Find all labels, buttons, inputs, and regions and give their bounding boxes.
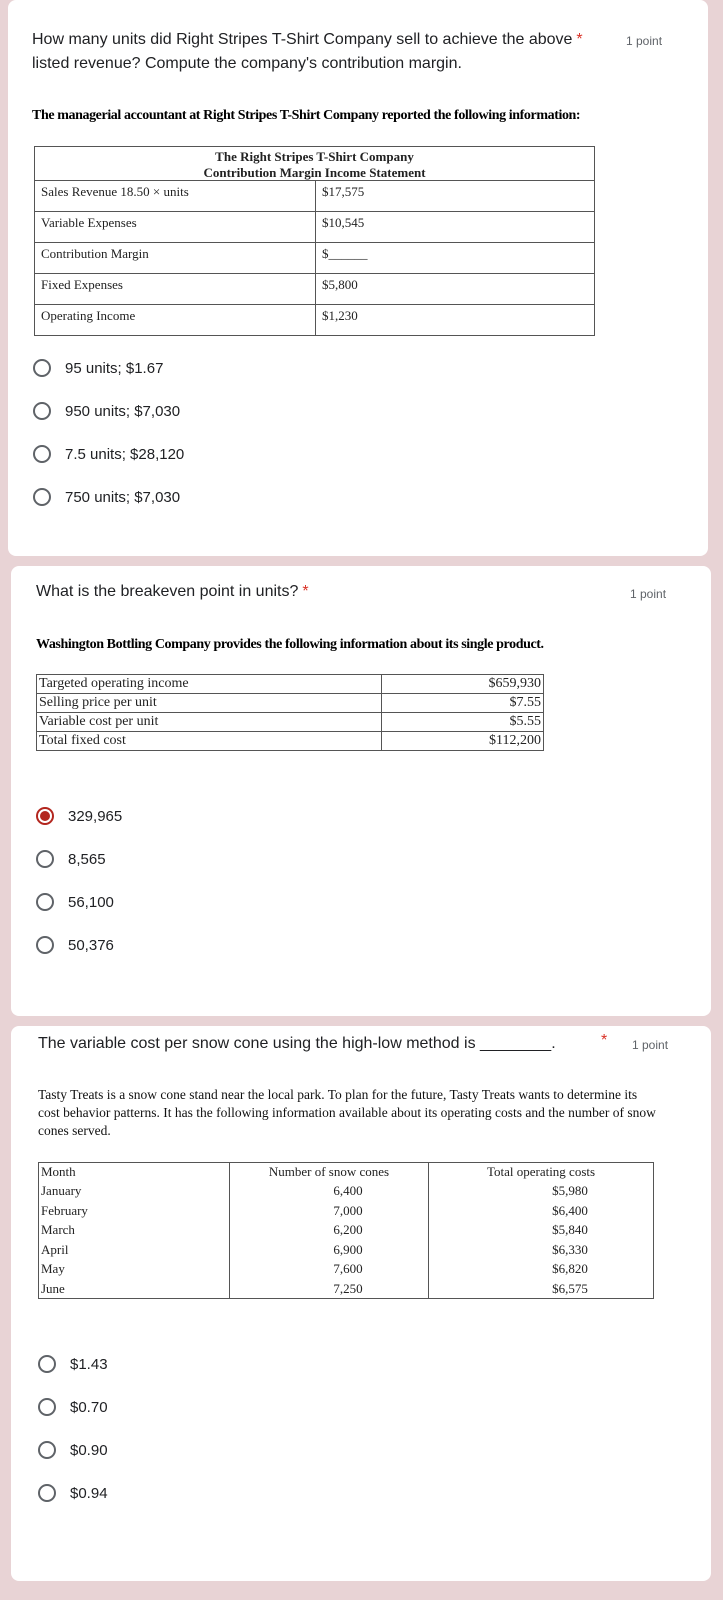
cost-cell: $5,980 bbox=[429, 1182, 654, 1202]
question-card-3 bbox=[11, 1026, 711, 1581]
table-row bbox=[39, 1182, 654, 1202]
option-label: 7.5 units; $28,120 bbox=[65, 445, 185, 463]
cost-cell: $6,575 bbox=[429, 1279, 654, 1299]
table-row bbox=[39, 1221, 654, 1241]
statement-title: Contribution Margin Income Statement bbox=[203, 165, 426, 180]
row-value: $______ bbox=[316, 243, 595, 274]
radio-checked-icon[interactable] bbox=[36, 807, 54, 825]
q1-option-4[interactable] bbox=[33, 485, 180, 509]
table-row bbox=[37, 694, 544, 713]
option-label: $0.90 bbox=[70, 1441, 108, 1459]
table-row bbox=[35, 305, 595, 336]
statement-company-name: The Right Stripes T-Shirt Company bbox=[215, 149, 414, 164]
radio-unchecked-icon[interactable] bbox=[33, 445, 51, 463]
radio-unchecked-icon[interactable] bbox=[33, 359, 51, 377]
radio-unchecked-icon[interactable] bbox=[38, 1398, 56, 1416]
question-title bbox=[36, 580, 309, 604]
question-paragraph: Tasty Treats is a snow cone stand near the local park. To plan for the future, Tasty Treats wants to determine its cost behavior patterns. It has the following information available about its operating costs and the number of snow cones served. bbox=[38, 1087, 656, 1138]
row-value: $659,930 bbox=[382, 675, 544, 694]
q2-option-1[interactable] bbox=[36, 804, 122, 828]
row-value: $1,230 bbox=[316, 305, 595, 336]
q3-option-3[interactable] bbox=[38, 1438, 108, 1462]
row-value: $5,800 bbox=[316, 274, 595, 305]
option-label: 329,965 bbox=[68, 807, 123, 825]
table-row bbox=[35, 212, 595, 243]
points-label: 1 point bbox=[626, 34, 663, 48]
cones-cell: 6,900 bbox=[230, 1240, 429, 1260]
question-title-line: How many units did Right Stripes T-Shirt Company sell to achieve the above bbox=[32, 31, 573, 48]
month-cell: June bbox=[39, 1279, 230, 1299]
q1-option-3[interactable] bbox=[33, 442, 184, 466]
product-info-table bbox=[36, 674, 544, 751]
row-label: Total fixed cost bbox=[37, 732, 382, 751]
cones-cell: 7,000 bbox=[230, 1201, 429, 1221]
row-label: Selling price per unit bbox=[37, 694, 382, 713]
month-cell: May bbox=[39, 1260, 230, 1280]
month-cell: March bbox=[39, 1221, 230, 1241]
table-row bbox=[37, 675, 544, 694]
question-card-2 bbox=[11, 566, 711, 1016]
table-row bbox=[35, 181, 595, 212]
row-label: Contribution Margin bbox=[35, 243, 316, 274]
row-label: Fixed Expenses bbox=[35, 274, 316, 305]
option-label: $0.94 bbox=[70, 1484, 108, 1502]
required-asterisk: * bbox=[576, 31, 583, 48]
cones-cell: 7,250 bbox=[230, 1279, 429, 1299]
cost-cell: $5,840 bbox=[429, 1221, 654, 1241]
option-label: 750 units; $7,030 bbox=[65, 488, 181, 506]
column-header: Month bbox=[39, 1163, 230, 1182]
row-value: $10,545 bbox=[316, 212, 595, 243]
table-row bbox=[37, 732, 544, 751]
required-asterisk: * bbox=[601, 1032, 608, 1049]
radio-unchecked-icon[interactable] bbox=[33, 402, 51, 420]
q3-option-2[interactable] bbox=[38, 1395, 108, 1419]
points-label: 1 point bbox=[632, 1038, 669, 1052]
points-label: 1 point bbox=[630, 587, 667, 601]
row-label: Targeted operating income bbox=[37, 675, 382, 694]
cost-cell: $6,330 bbox=[429, 1240, 654, 1260]
option-label: $0.70 bbox=[70, 1398, 108, 1416]
radio-unchecked-icon[interactable] bbox=[38, 1355, 56, 1373]
radio-unchecked-icon[interactable] bbox=[36, 936, 54, 954]
statement-table bbox=[34, 180, 595, 336]
cost-cell: $6,400 bbox=[429, 1201, 654, 1221]
column-header: Number of snow cones bbox=[230, 1163, 429, 1182]
option-label: 8,565 bbox=[68, 850, 106, 868]
question-title-line: listed revenue? Compute the company's contribution margin. bbox=[32, 55, 462, 72]
cost-cell: $6,820 bbox=[429, 1260, 654, 1280]
q3-option-4[interactable] bbox=[38, 1481, 108, 1505]
option-label: 50,376 bbox=[68, 936, 114, 954]
question-subheading: The managerial accountant at Right Stripes T-Shirt Company reported the following information: bbox=[32, 108, 581, 123]
month-cell: April bbox=[39, 1240, 230, 1260]
option-label: 95 units; $1.67 bbox=[65, 359, 164, 377]
cones-cell: 7,600 bbox=[230, 1260, 429, 1280]
table-row bbox=[39, 1201, 654, 1221]
q2-option-3[interactable] bbox=[36, 890, 114, 914]
table-row bbox=[39, 1260, 654, 1280]
question-title bbox=[38, 1032, 556, 1056]
question-title bbox=[32, 28, 632, 76]
table-row bbox=[37, 713, 544, 732]
radio-unchecked-icon[interactable] bbox=[36, 893, 54, 911]
cones-cell: 6,400 bbox=[230, 1182, 429, 1202]
radio-unchecked-icon[interactable] bbox=[33, 488, 51, 506]
radio-unchecked-icon[interactable] bbox=[36, 850, 54, 868]
table-row bbox=[35, 274, 595, 305]
radio-unchecked-icon[interactable] bbox=[38, 1441, 56, 1459]
q2-option-2[interactable] bbox=[36, 847, 106, 871]
row-label: Variable Expenses bbox=[35, 212, 316, 243]
radio-dot-icon bbox=[40, 811, 50, 821]
row-label: Variable cost per unit bbox=[37, 713, 382, 732]
option-label: 56,100 bbox=[68, 893, 114, 911]
row-value: $112,200 bbox=[382, 732, 544, 751]
table-row bbox=[39, 1279, 654, 1299]
q2-option-4[interactable] bbox=[36, 933, 114, 957]
month-cell: January bbox=[39, 1182, 230, 1202]
question-title-text: What is the breakeven point in units? bbox=[36, 583, 299, 600]
q3-option-1[interactable] bbox=[38, 1352, 108, 1376]
column-header: Total operating costs bbox=[429, 1163, 654, 1182]
question-title-text: The variable cost per snow cone using the high-low method is ________. bbox=[38, 1035, 556, 1052]
month-cell: February bbox=[39, 1201, 230, 1221]
statement-table-title bbox=[34, 146, 595, 180]
cones-cell: 6,200 bbox=[230, 1221, 429, 1241]
row-value: $5.55 bbox=[382, 713, 544, 732]
table-row bbox=[39, 1240, 654, 1260]
row-value: $17,575 bbox=[316, 181, 595, 212]
radio-unchecked-icon[interactable] bbox=[38, 1484, 56, 1502]
row-value: $7.55 bbox=[382, 694, 544, 713]
required-asterisk: * bbox=[302, 583, 309, 600]
q1-option-1[interactable] bbox=[33, 356, 163, 380]
question-subheading: Washington Bottling Company provides the following information about its single product. bbox=[36, 637, 544, 652]
question-card-1 bbox=[8, 0, 708, 556]
option-label: $1.43 bbox=[70, 1355, 108, 1373]
q1-option-2[interactable] bbox=[33, 399, 180, 423]
row-label: Operating Income bbox=[35, 305, 316, 336]
row-label: Sales Revenue 18.50 × units bbox=[35, 181, 316, 212]
snow-cone-table bbox=[38, 1162, 654, 1299]
option-label: 950 units; $7,030 bbox=[65, 402, 181, 420]
table-row bbox=[35, 243, 595, 274]
